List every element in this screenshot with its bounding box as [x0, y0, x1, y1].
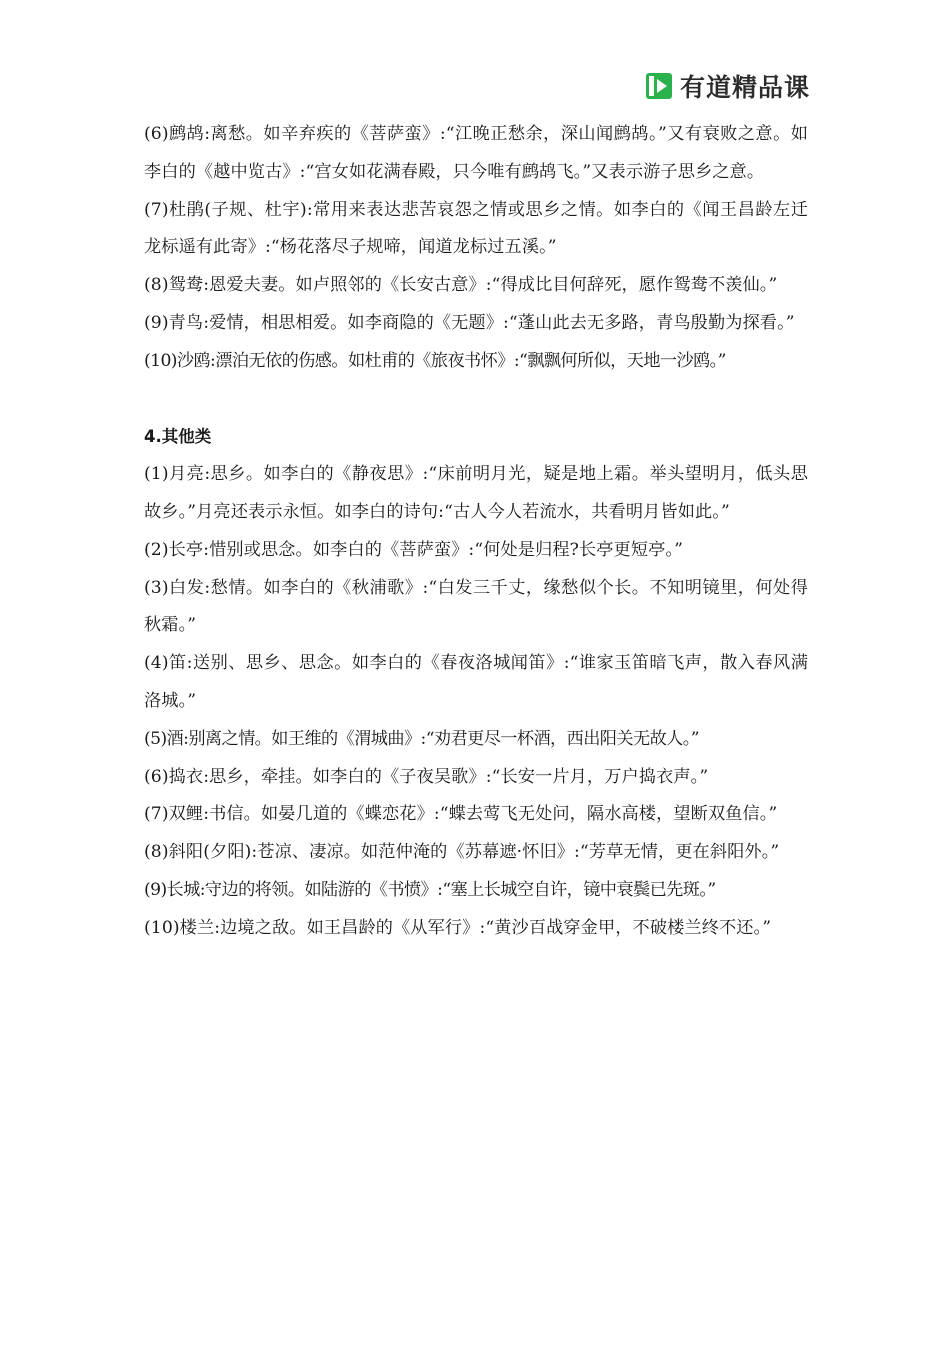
list-item: (6)捣衣:思乡，牵挂。如李白的《子夜吴歌》:“长安一片月，万户捣衣声。”	[144, 766, 709, 787]
list-item: (10)沙鸥:漂泊无依的伤感。如杜甫的《旅夜书怀》:“飘飘何所似，天地一沙鸥。”	[144, 350, 726, 371]
section-spacer	[144, 381, 808, 419]
document-body	[144, 116, 808, 948]
list-item: (9)青鸟:爱情，相思相爱。如李商隐的《无题》:“蓬山此去无多路，青鸟殷勤为探看。”	[144, 312, 795, 333]
list-item: (2)长亭:惜别或思念。如李白的《菩萨蛮》:“何处是归程?长亭更短亭。”	[144, 539, 683, 560]
list-item: (8)斜阳(夕阳):苍凉、凄凉。如范仲淹的《苏幕遮·怀旧》:“芳草无情，更在斜阳外。”	[144, 842, 780, 863]
list-item: (5)酒:别离之情。如王维的《渭城曲》:“劝君更尽一杯酒，西出阳关无故人。”	[144, 728, 699, 749]
list-item: (8)鸳鸯:恩爱夫妻。如卢照邻的《长安古意》:“得成比目何辞死，愿作鸳鸯不羡仙。”	[144, 275, 778, 296]
list-item: (7)双鲤:书信。如晏几道的《蝶恋花》:“蝶去莺飞无处问，隔水高楼，望断双鱼信。”	[144, 804, 778, 825]
brand-name: 有道精品课	[680, 73, 811, 102]
section-heading: 4.其他类	[144, 427, 212, 447]
list-item: (3)白发:愁情。如李白的《秋浦歌》:“白发三千丈，缘愁似个长。不知明镜里，何处得秋霜。”	[144, 577, 808, 636]
list-item: (7)杜鹃(子规、杜宇):常用来表达悲苦哀怨之情或思乡之情。如李白的《闻王昌龄左迁龙标遥有此寄》:“杨花落尽子规啼，闻道龙标过五溪。”	[144, 199, 808, 258]
list-item: (9)长城:守边的将领。如陆游的《书愤》:“塞上长城空自许，镜中衰鬓已先斑。”	[144, 879, 716, 900]
list-item: (10)楼兰:边境之敌。如王昌龄的《从军行》:“黄沙百战穿金甲，不破楼兰终不还。”	[144, 917, 772, 938]
play-icon	[646, 73, 672, 99]
list-item: (6)鹧鸪:离愁。如辛弃疾的《菩萨蛮》:“江晚正愁余，深山闻鹧鸪。”又有衰败之意。如李白的《越中览古》:“宫女如花满春殿，只今唯有鹧鸪飞。”又表示游子思乡之意。	[144, 124, 808, 182]
list-item: (1)月亮:思乡。如李白的《静夜思》:“床前明月光，疑是地上霜。举头望明月，低头思故乡。”月亮还表示永恒。如李白的诗句:“古人今人若流水，共看明月皆如此。”	[144, 464, 808, 522]
brand-logo	[646, 68, 810, 104]
list-item: (4)笛:送别、思乡、思念。如李白的《春夜洛城闻笛》:“谁家玉笛暗飞声，散入春风满洛城。”	[144, 653, 808, 711]
